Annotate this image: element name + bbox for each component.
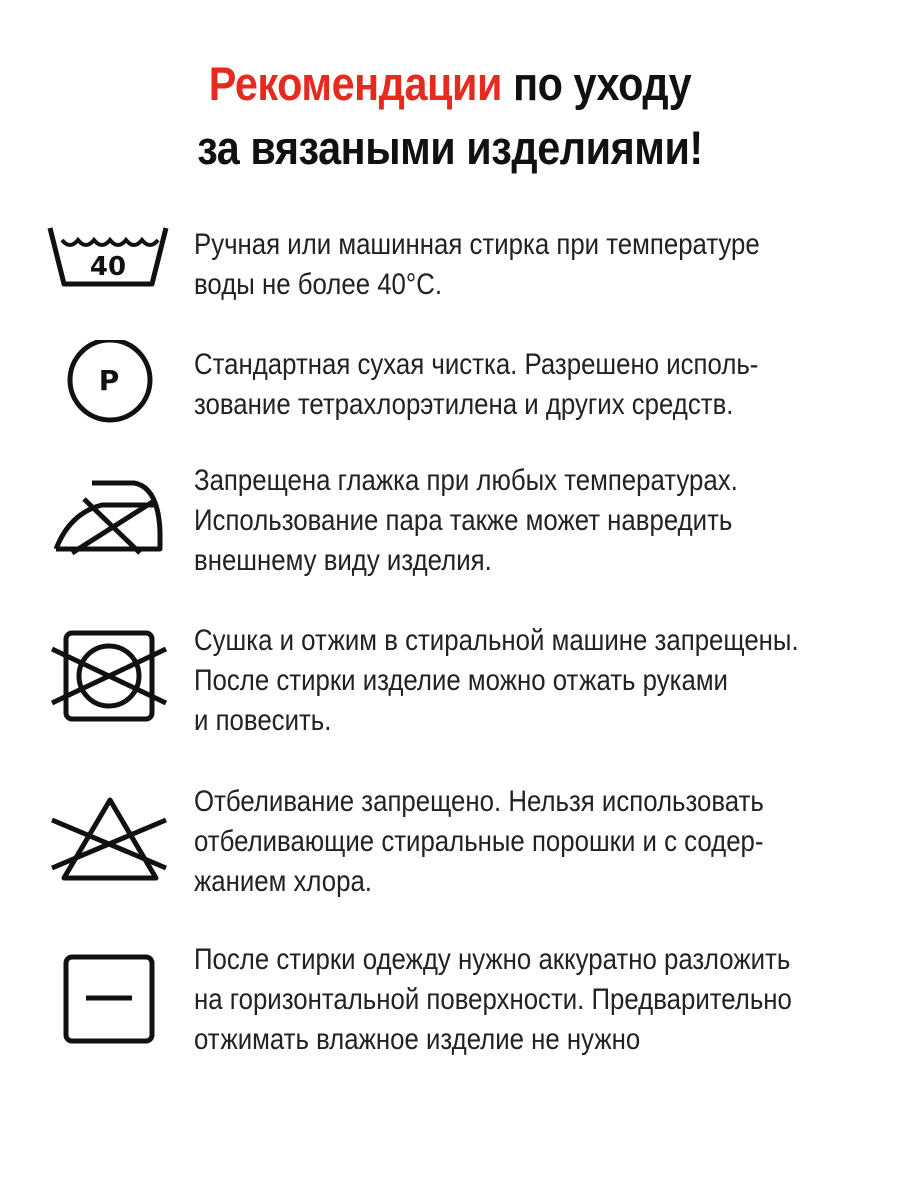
page-title [54,52,846,180]
title-line-2: за вязаными изделиями! [197,121,703,174]
wash-40-icon [44,222,170,322]
text-line: Сушка и отжим в стиральной машине запрещены. [194,624,799,657]
title-rest: по уходу [502,57,692,110]
text-line: Ручная или машинная стирка при температуре [194,228,760,261]
care-item-text [194,225,865,305]
text-line: Стандартная сухая чистка. Разрешено исполь- [194,348,759,381]
text-line: внешнему виду изделия. [194,544,492,577]
care-item-text [194,345,865,425]
dry-clean-p-icon-label: P [98,364,120,397]
care-item-text [194,782,865,902]
title-accent: Рекомендации [208,57,503,110]
dry-clean-p-icon [44,340,170,440]
text-line: зование тетрахлорэтилена и других средств. [194,388,734,421]
title-line-1 [54,52,846,116]
no-bleach-icon [44,796,170,896]
text-line: Запрещена глажка при любых температурах. [194,464,738,497]
care-item-text [194,461,865,581]
text-line: После стирки изделие можно отжать руками [194,664,728,697]
text-line: Отбеливание запрещено. Нельзя использовать [194,785,764,818]
dry-flat-icon [44,954,170,1054]
text-line: и повесить. [194,704,332,737]
text-line: на горизонтальной поверхности. Предварительно [194,983,792,1016]
care-item-text [194,621,865,741]
wash-40-icon-label: 40 [89,252,127,282]
care-item-text [194,940,865,1060]
no-iron-icon [44,471,170,571]
text-line: отбеливающие стиральные порошки и с содер- [194,825,764,858]
text-line: После стирки одежду нужно аккуратно разложить [194,943,791,976]
text-line: жанием хлора. [194,865,372,898]
no-tumble-dry-icon [44,629,170,729]
text-line: Использование пара также может навредить [194,504,733,537]
text-line: воды не более 40°С. [194,268,443,301]
text-line: отжимать влажное изделие не нужно [194,1023,641,1056]
